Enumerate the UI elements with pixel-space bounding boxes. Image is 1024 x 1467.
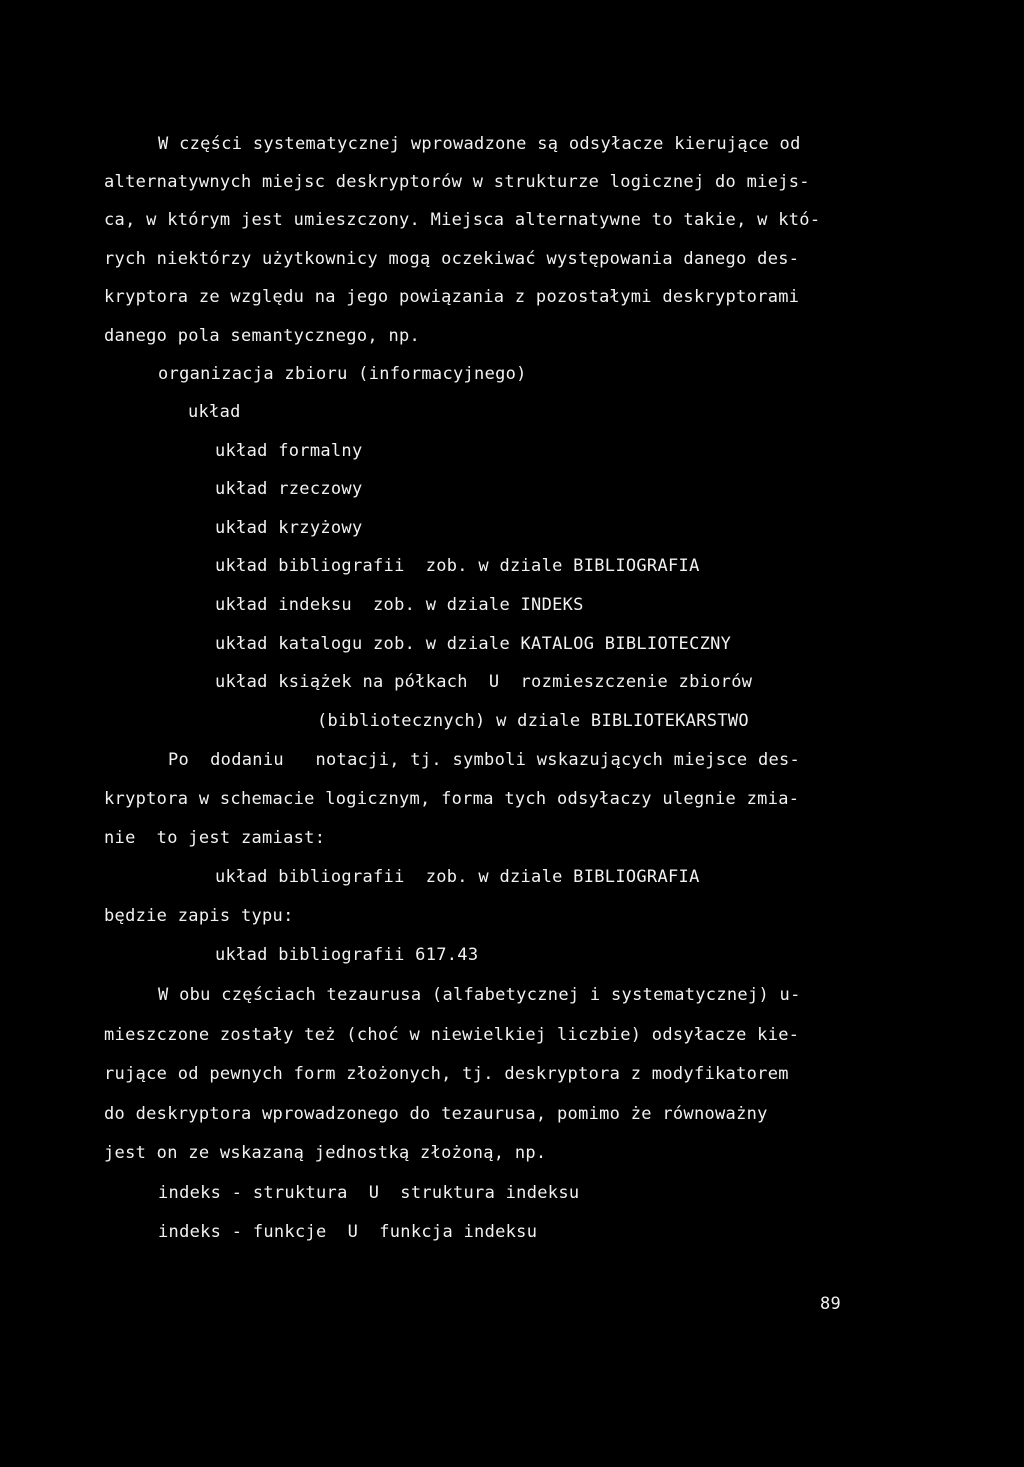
- paragraph-3-line-3: rujące od pewnych form złożonych, tj. deskryptora z modyfikatorem: [104, 1064, 789, 1084]
- paragraph-3-line-1: W obu częściach tezaurusa (alfabetycznej i systematycznej) u-: [158, 985, 801, 1005]
- example-subitem: układ rzeczowy: [215, 479, 363, 499]
- paragraph-3-line-2: mieszczone zostały też (choć w niewielkiej liczbie) odsyłacze kie-: [104, 1025, 800, 1045]
- example-before: układ bibliografii zob. w dziale BIBLIOGRAFIA: [215, 867, 700, 887]
- example-subitem: układ książek na półkach U rozmieszczenie zbiorów: [215, 672, 753, 692]
- example-after: układ bibliografii 617.43: [215, 945, 479, 965]
- example-subitem: układ formalny: [215, 441, 363, 461]
- paragraph-1-line-5: kryptora ze względu na jego powiązania z pozostałymi deskryptorami: [104, 287, 800, 307]
- paragraph-2-line-1: Po dodaniu notacji, tj. symboli wskazujących miejsce des-: [168, 750, 801, 770]
- paragraph-1-line-4: rych niektórzy użytkownicy mogą oczekiwać występowania danego des-: [104, 249, 800, 269]
- example-subitem: układ bibliografii zob. w dziale BIBLIOGRAFIA: [215, 556, 700, 576]
- paragraph-1-line-1: W części systematycznej wprowadzone są odsyłacze kierujące od: [158, 134, 801, 154]
- example-connector: będzie zapis typu:: [104, 906, 294, 926]
- paragraph-2-line-3: nie to jest zamiast:: [104, 828, 326, 848]
- paragraph-2-line-2: kryptora w schemacie logicznym, forma tych odsyłaczy ulegnie zmia-: [104, 789, 800, 809]
- example-reference: indeks - funkcje U funkcja indeksu: [158, 1222, 538, 1242]
- example-reference: indeks - struktura U struktura indeksu: [158, 1183, 580, 1203]
- paragraph-3-line-4: do deskryptora wprowadzonego do tezaurusa, pomimo że równoważny: [104, 1104, 768, 1124]
- page-number: 89: [820, 1294, 842, 1314]
- example-heading: organizacja zbioru (informacyjnego): [158, 364, 527, 384]
- example-subitem: układ indeksu zob. w dziale INDEKS: [215, 595, 584, 615]
- example-item: układ: [188, 402, 241, 422]
- example-subitem: układ katalogu zob. w dziale KATALOG BIBLIOTECZNY: [215, 634, 732, 654]
- paragraph-1-line-3: ca, w którym jest umieszczony. Miejsca alternatywne to takie, w któ-: [104, 210, 821, 230]
- example-subitem-continuation: (bibliotecznych) w dziale BIBLIOTEKARSTWO: [317, 711, 749, 731]
- paragraph-3-line-5: jest on ze wskazaną jednostką złożoną, np.: [104, 1143, 547, 1163]
- example-subitem: układ krzyżowy: [215, 518, 363, 538]
- paragraph-1-line-2: alternatywnych miejsc deskryptorów w strukturze logicznej do miejs-: [104, 172, 810, 192]
- paragraph-1-line-6: danego pola semantycznego, np.: [104, 326, 421, 346]
